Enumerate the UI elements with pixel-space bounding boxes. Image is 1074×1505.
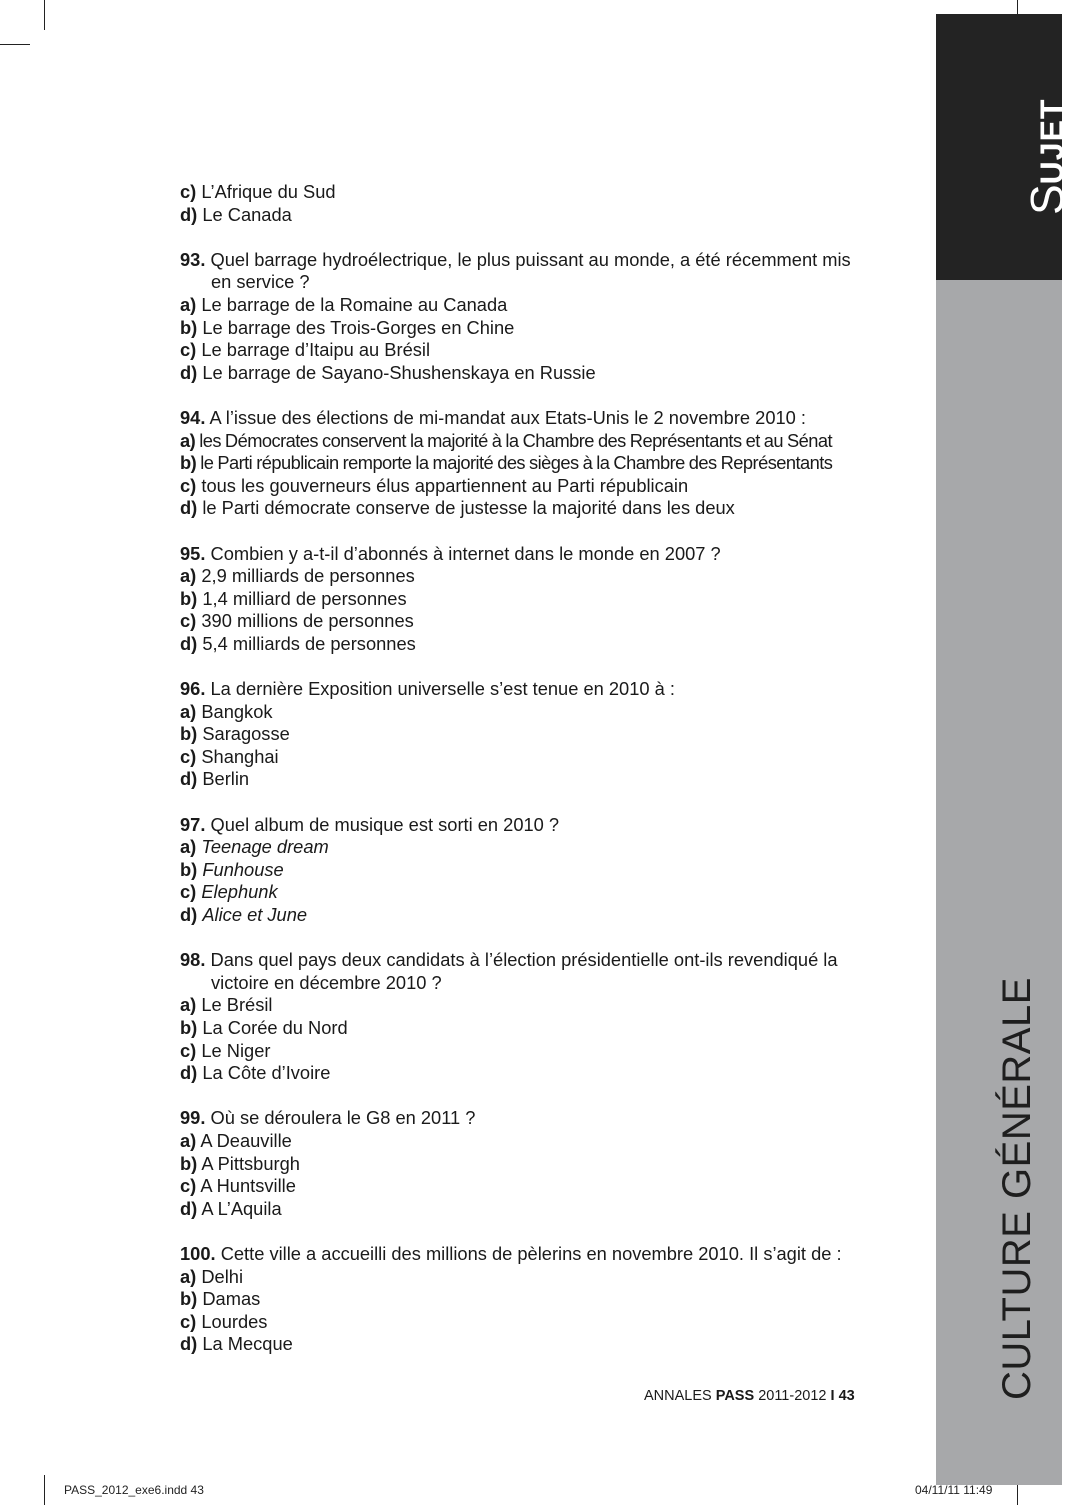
answer-item: c) Le barrage d’Itaipu au Brésil — [180, 339, 431, 361]
question-95 — [180, 543, 870, 656]
answer-item: b) Le barrage des Trois-Gorges en Chine — [180, 316, 515, 338]
answer-item: c) Le Niger — [180, 1039, 271, 1061]
sidebar-title-initial: S — [1021, 184, 1073, 215]
footer-prefix: ANNALES — [644, 1388, 712, 1404]
answer-item: a) Le Brésil — [180, 994, 273, 1016]
answer-item: b) La Corée du Nord — [180, 1016, 348, 1038]
question-96 — [180, 678, 870, 791]
slug-datetime: 04/11/11 11:49 — [915, 1483, 993, 1497]
question-94 — [180, 407, 870, 520]
answer-item: d) Le barrage de Sayano-Shushenskaya en Russie — [180, 361, 596, 383]
answer-item: c) tous les gouverneurs élus appartiennent au Parti républicain — [180, 474, 689, 496]
crop-mark — [44, 0, 45, 30]
question-text: 96. La dernière Exposition universelle s’est tenue en 2010 à : — [180, 678, 675, 700]
answer-item: b) Funhouse — [180, 858, 284, 880]
footer-years: 2011-2012 — [758, 1388, 827, 1404]
answer-item: c) L’Afrique du Sud — [180, 181, 336, 202]
answer-item: d) La Mecque — [180, 1333, 293, 1355]
answer-item: b) 1,4 milliard de personnes — [180, 587, 407, 609]
answer-item: a) 2,9 milliards de personnes — [180, 565, 415, 587]
answer-item: d) Berlin — [180, 768, 250, 790]
answer-item: a) Teenage dream — [180, 836, 329, 858]
answer-item: c) Elephunk — [180, 881, 278, 903]
opening-answers — [180, 181, 870, 226]
crop-mark — [0, 44, 30, 45]
answer-item: d) le Parti démocrate conserve de justesse la majorité dans les deux — [180, 497, 735, 519]
answer-item: a) Delhi — [180, 1265, 244, 1287]
answer-item: c) Shanghai — [180, 745, 279, 767]
answer-item: b) A Pittsburgh — [180, 1152, 300, 1174]
answer-item: c) Lourdes — [180, 1310, 268, 1332]
answer-item: c) A Huntsville — [180, 1175, 296, 1197]
answer-item: a) Bangkok — [180, 700, 273, 722]
answer-item: b) le Parti républicain remporte la majorité des sièges à la Chambre des Représentants — [180, 452, 833, 474]
question-text: 97. Quel album de musique est sorti en 2010 ? — [180, 813, 560, 835]
question-99 — [180, 1107, 870, 1220]
question-text: 94. A l’issue des élections de mi-mandat aux Etats-Unis le 2 novembre 2010 : — [180, 406, 806, 428]
question-text: 100. Cette ville a accueilli des millions de pèlerins en novembre 2010. Il s’agit de : — [180, 1242, 842, 1264]
answer-item: d) 5,4 milliards de personnes — [180, 632, 416, 654]
footer-brand: PASS — [715, 1388, 755, 1404]
crop-mark — [44, 1475, 45, 1505]
sidebar-section-label: CULTURE GÉNÉRALE — [995, 977, 1039, 1400]
answer-item: a) A Deauville — [180, 1129, 292, 1151]
question-text: 93. Quel barrage hydroélectrique, le plus puissant au monde, a été récemment mis en service ? — [180, 248, 851, 293]
answer-item: d) Le Canada — [180, 203, 292, 225]
answer-item: d) A L’Aquila — [180, 1197, 282, 1219]
footer-separator: I — [830, 1388, 835, 1404]
answer-item: d) Alice et June — [180, 904, 308, 925]
answer-item: a) les Démocrates conservent la majorité à la Chambre des Représentants et au Sénat — [180, 429, 833, 451]
answer-item: c) 390 millions de personnes — [180, 610, 414, 632]
sidebar-title — [1020, 99, 1074, 215]
question-97 — [180, 814, 870, 927]
page-footer — [644, 1388, 855, 1404]
question-100 — [180, 1243, 870, 1356]
page-number: 43 — [838, 1388, 855, 1404]
question-text: 95. Combien y a-t-il d’abonnés à internet dans le monde en 2007 ? — [180, 542, 721, 564]
answer-item: a) Le barrage de la Romaine au Canada — [180, 293, 508, 315]
quiz-content — [180, 181, 870, 1356]
sidebar-title-rest: UJET — [1034, 98, 1070, 185]
question-text: 99. Où se déroulera le G8 en 2011 ? — [180, 1107, 476, 1129]
answer-item: d) La Côte d’Ivoire — [180, 1062, 331, 1084]
question-text: 98. Dans quel pays deux candidats à l’élection présidentielle ont-ils revendiqué la victoire en décembre 2010 ? — [180, 949, 838, 993]
question-98 — [180, 949, 870, 1085]
answer-item: b) Damas — [180, 1288, 261, 1310]
answer-item: b) Saragosse — [180, 723, 290, 745]
question-93 — [180, 249, 870, 385]
slug-filename: PASS_2012_exe6.indd 43 — [64, 1483, 204, 1497]
